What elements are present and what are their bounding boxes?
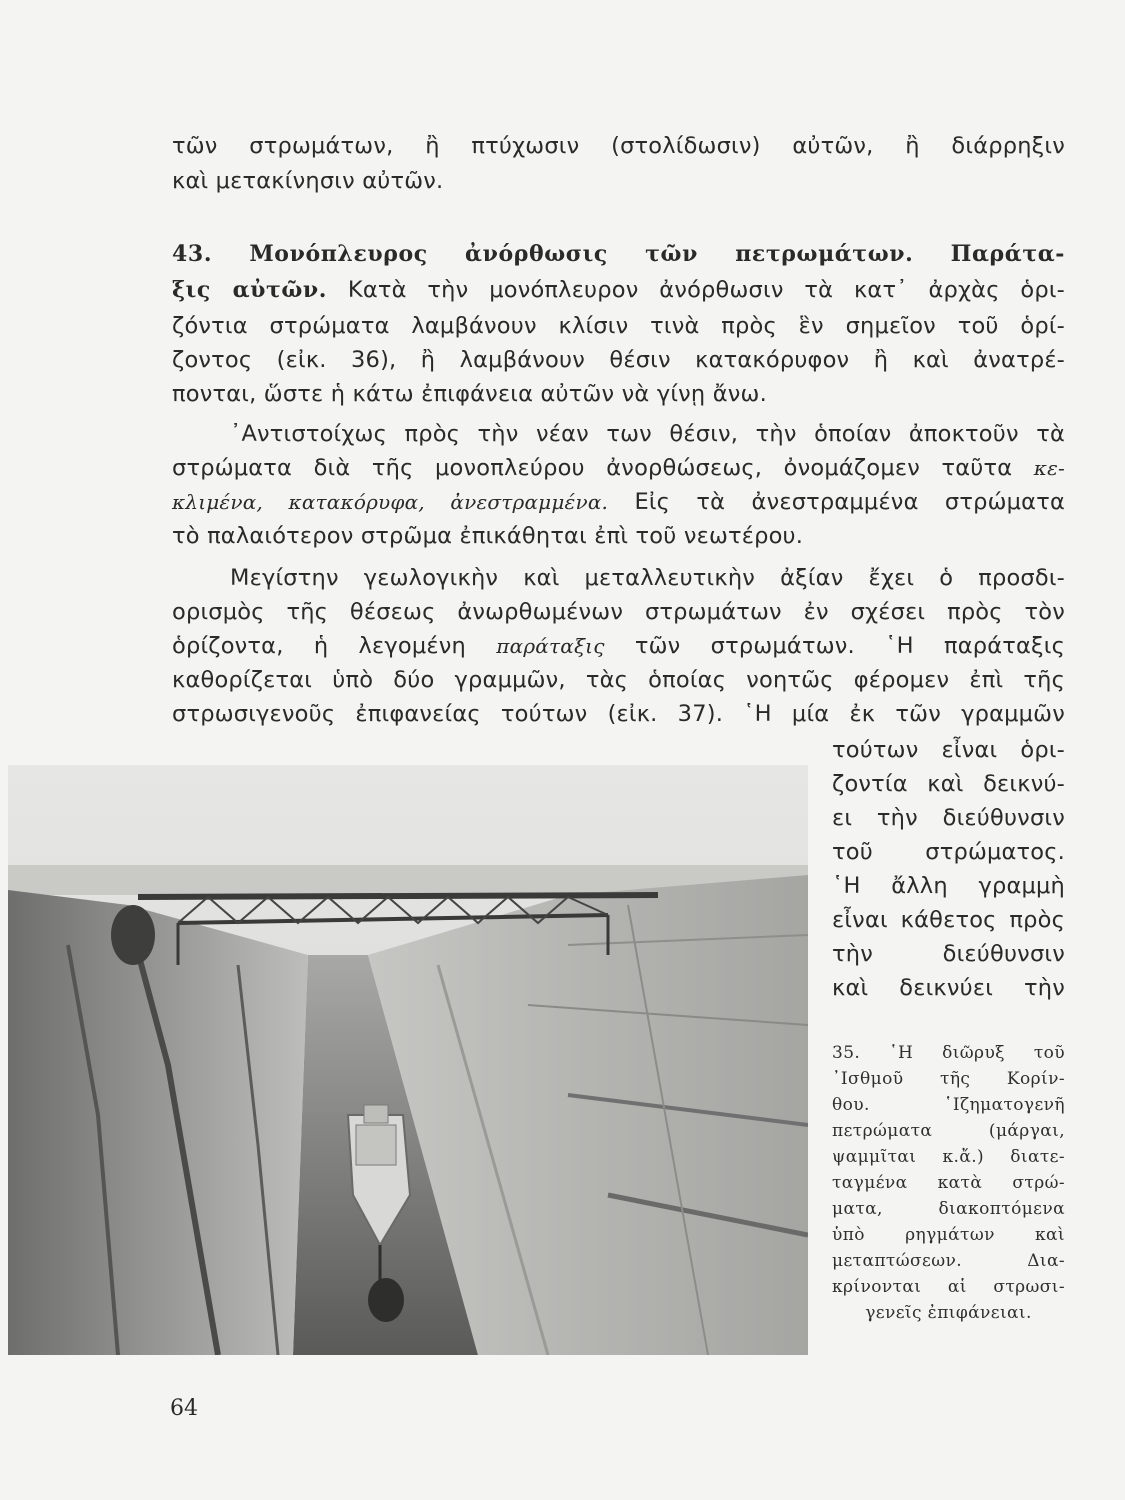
text-line: ζοντία καὶ δεικνύ- [832,771,1065,797]
italic-term: κε- [1033,456,1065,480]
text-line [172,274,1065,306]
text-line: ορισμὸς τῆς θέσεως ἀνωρθωμένων στρωμάτων ἐν σχέσει πρὸς τὸν [172,599,1065,625]
text-line: εἶναι κάθετος πρὸς [832,907,1065,933]
left-cliff [8,890,308,1355]
text-line: ζοντος (εἰκ. 36), ἢ λαμβάνουν θέσιν κατακόρυφον ἢ καὶ ἀνατρέ- [172,347,1065,373]
text-line: ει τὴν διεύθυνσιν [832,805,1065,831]
caption-line: ταγμένα κατὰ στρώ- [832,1173,1065,1193]
text-line: ζόντια στρώματα λαμβάνουν κλίσιν τινὰ πρὸς ἓν σημεῖον τοῦ ὁρί- [172,313,1065,339]
text-line: Μεγίστην γεωλογικὴν καὶ μεταλλευτικὴν ἀξίαν ἔχει ὁ προσδι- [230,565,1065,591]
section-heading: 43. Μονόπλευρος ἀνόρθωσις τῶν πετρωμάτων. Παράτα- [172,241,1065,267]
page-number: 64 [170,1396,198,1421]
text-line: τὸ παλαιότερον στρῶμα ἐπικάθηται ἐπὶ τοῦ νεωτέρου. [172,523,804,549]
text-line [172,630,1065,662]
text-line: ῾Η ἄλλη γραμμὴ [832,873,1065,899]
rock-cavity [111,905,155,965]
caption-line: 35. ῾Η διῶρυξ τοῦ [832,1043,1065,1063]
caption-line: κρίνονται αἱ στρωσι- [832,1277,1065,1297]
caption-line: ψαμμῖται κ.ἄ.) διατε- [832,1147,1065,1167]
text-span: Κατὰ τὴν μονόπλευρον ἀνόρθωσιν τὰ κατ᾽ ἀρχὰς ὁρι- [327,277,1065,303]
text-span: τῶν στρωμάτων. ῾Η παράταξις [604,633,1065,659]
italic-term: παράταξις [496,634,605,658]
text-line: καὶ δεικνύει τὴν [832,975,1065,1001]
caption-line: ᾽Ισθμοῦ τῆς Κορίν- [832,1069,1065,1089]
text-line [172,486,1065,518]
text-span: στρώματα διὰ τῆς μονοπλεύρου ἀνορθώσεως, ὀνομάζομεν ταῦτα [172,455,1034,481]
caption-line: πετρώματα (μάργαι, [832,1121,1065,1141]
text-line: καὶ μετακίνησιν αὐτῶν. [172,168,444,194]
text-line: τοῦ στρώματος. [832,839,1065,865]
text-span: ὁρίζοντα, ἡ λεγομένη [172,633,497,659]
text-line: στρωσιγενοῦς ἐπιφανείας τούτων (εἰκ. 37). ῾Η μία ἐκ τῶν γραμμῶν [172,701,1065,727]
text-line: ᾽Αντιστοίχως πρὸς τὴν νέαν των θέσιν, τὴν ὁποίαν ἀποκτοῦν τὰ [230,421,1065,447]
corinth-canal-photo [8,765,808,1355]
caption-line: θου. ῾Ιζηματογενῆ [832,1095,1065,1115]
tugboat [368,1278,404,1322]
caption-line: γενεῖς ἐπιφάνειαι. [865,1303,1032,1323]
caption-line: ὑπὸ ρηγμάτων καὶ [832,1225,1065,1245]
caption-line: μεταπτώσεων. Δια- [832,1251,1065,1271]
section-heading-cont: ξις αὐτῶν. [172,277,328,303]
caption-line: ματα, διακοπτόμενα [832,1199,1065,1219]
text-span: Εἰς τὰ ἀνεστραμμένα στρώματα [608,489,1065,515]
text-line: τὴν διεύθυνσιν [832,941,1065,967]
text-line: τούτων εἶναι ὁρι- [832,737,1065,763]
text-line: καθορίζεται ὑπὸ δύο γραμμῶν, τὰς ὁποίας νοητῶς φέρομεν ἐπὶ τῆς [172,667,1065,693]
text-line [172,452,1065,484]
text-line: πονται, ὥστε ἡ κάτω ἐπιφάνεια αὐτῶν νὰ γίνῃ ἄνω. [172,381,767,407]
text-line: τῶν στρωμάτων, ἢ πτύχωσιν (στολίδωσιν) αὐτῶν, ἢ διάρρηξιν [172,133,1065,159]
italic-term: κλιμένα, κατακόρυφα, ἀνεστραμμένα. [172,490,609,514]
